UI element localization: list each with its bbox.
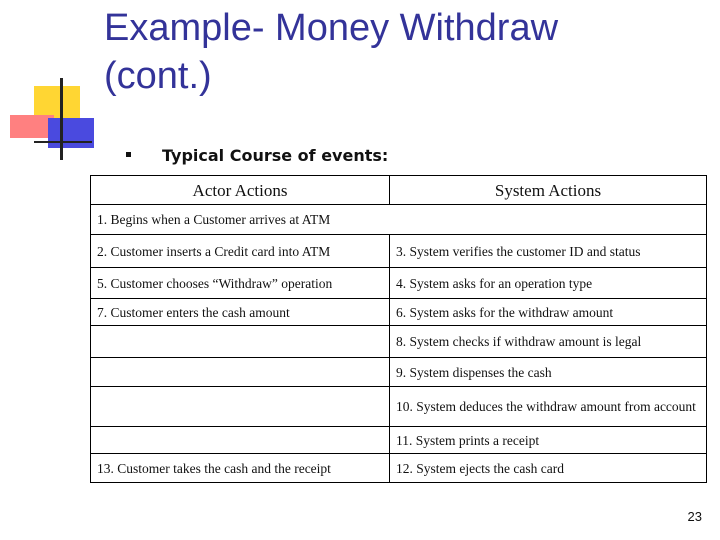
system-cell: 10. System deduces the withdraw amount from account [390, 387, 707, 427]
system-cell: 9. System dispenses the cash [390, 358, 707, 387]
system-cell: 8. System checks if withdraw amount is legal [390, 326, 707, 358]
decorative-horizontal-line [34, 141, 92, 143]
actor-cell [91, 358, 390, 387]
system-actions-header: System Actions [390, 176, 707, 205]
slide-title-line-2: (cont.) [104, 55, 212, 97]
system-cell: 6. System asks for the withdraw amount [390, 299, 707, 326]
system-cell: 3. System verifies the customer ID and status [390, 235, 707, 268]
table-row [91, 235, 707, 268]
table-row [91, 299, 707, 326]
subheading: Typical Course of events: [162, 146, 389, 165]
events-table [90, 175, 707, 483]
decorative-vertical-line [60, 78, 63, 160]
table-row [91, 268, 707, 299]
table-header-row [91, 176, 707, 205]
slide-title-line-1: Example- Money Withdraw [104, 7, 559, 49]
actor-cell: 13. Customer takes the cash and the receipt [91, 454, 390, 483]
system-cell: 12. System ejects the cash card [390, 454, 707, 483]
square-bullet-icon [126, 152, 131, 157]
table-row [91, 387, 707, 427]
actor-cell [91, 387, 390, 427]
actor-cell: 1. Begins when a Customer arrives at ATM [91, 205, 707, 235]
table-row [91, 454, 707, 483]
actor-cell: 2. Customer inserts a Credit card into ATM [91, 235, 390, 268]
table-row [91, 427, 707, 454]
table-row [91, 326, 707, 358]
table-row [91, 358, 707, 387]
actor-actions-header: Actor Actions [91, 176, 390, 205]
actor-cell [91, 326, 390, 358]
system-cell: 4. System asks for an operation type [390, 268, 707, 299]
table-row [91, 205, 707, 235]
decorative-blue-square [48, 118, 94, 148]
system-cell: 11. System prints a receipt [390, 427, 707, 454]
actor-cell: 7. Customer enters the cash amount [91, 299, 390, 326]
slide-title [104, 4, 704, 100]
actor-cell [91, 427, 390, 454]
actor-cell: 5. Customer chooses “Withdraw” operation [91, 268, 390, 299]
page-number: 23 [687, 509, 702, 524]
